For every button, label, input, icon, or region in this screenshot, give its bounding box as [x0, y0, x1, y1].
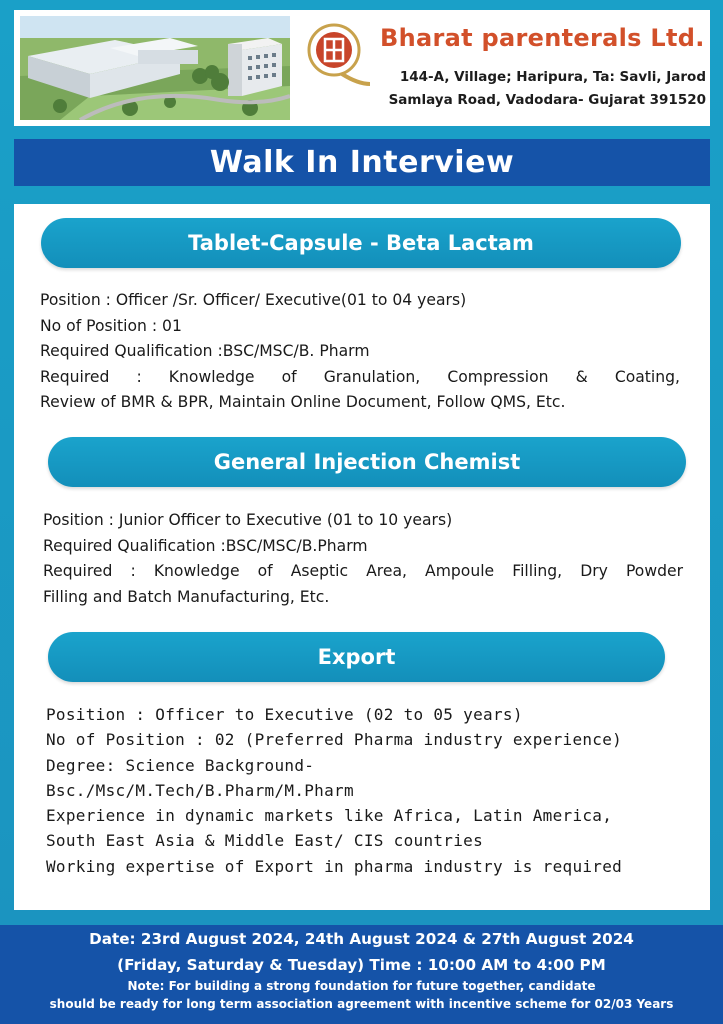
page-title: Walk In Interview [209, 145, 515, 180]
section-body-tablet-capsule [40, 288, 680, 416]
company-address [386, 66, 706, 112]
section-line: Required : Knowledge of Aseptic Area, Ampoule Filling, Dry Powder [43, 562, 683, 580]
footer-banner [0, 925, 723, 1024]
company-name: Bharat parenterals Ltd. [380, 24, 705, 52]
section-line: Required Qualification :BSC/MSC/B.Pharm [43, 536, 368, 555]
section-line: Filling and Batch Manufacturing, Etc. [43, 587, 330, 606]
title-banner [14, 139, 710, 186]
section-line: Working expertise of Export in pharma industry is required [46, 856, 623, 876]
section-heading-tablet-capsule: Tablet-Capsule - Beta Lactam [41, 218, 681, 268]
footer-note-line-2: should be ready for long term association agreement with incentive scheme for 02/03 Years [49, 997, 674, 1011]
section-line: Review of BMR & BPR, Maintain Online Document, Follow QMS, Etc. [40, 393, 566, 411]
section-body-injection-chemist [43, 508, 683, 610]
address-line-2: Samlaya Road, Vadodara- Gujarat 391520 [388, 92, 706, 108]
factory-image [20, 16, 290, 120]
section-line: Position : Officer to Executive (02 to 05 years) [46, 705, 523, 724]
address-line-1: 144-A, Village; Haripura, Ta: Savli, Jarod [399, 69, 706, 85]
interview-days-time: (Friday, Saturday & Tuesday) Time : 10:00 AM to 4:00 PM [117, 956, 606, 974]
section-line: No of Position : 01 [40, 316, 182, 335]
section-line: Position : Junior Officer to Executive (01 to 10 years) [43, 511, 453, 529]
interview-dates: Date: 23rd August 2024, 24th August 2024 & 27th August 2024 [89, 930, 634, 948]
header-card [14, 10, 710, 126]
section-heading-export: Export [48, 632, 665, 682]
section-line: No of Position : 02 (Preferred Pharma industry experience) [46, 730, 623, 750]
section-line: Experience in dynamic markets like Africa, Latin America, [46, 806, 613, 826]
section-heading-injection-chemist: General Injection Chemist [48, 437, 686, 487]
factory-photo [20, 16, 290, 120]
section-line: Position : Officer /Sr. Officer/ Executive(01 to 04 years) [40, 291, 467, 309]
section-line: Bsc./Msc/M.Tech/B.Pharm/M.Pharm [46, 780, 354, 800]
section-body-export [46, 702, 686, 879]
footer-note-line-1: Note: For building a strong foundation for future together, candidate [127, 979, 596, 993]
section-line: Degree: Science Background- [46, 755, 315, 775]
section-line: Required Qualification :BSC/MSC/B. Pharm [40, 342, 370, 360]
section-line: Required : Knowledge of Granulation, Compression & Coating, [40, 367, 680, 386]
section-line: South East Asia & Middle East/ CIS countries [46, 831, 484, 851]
company-logo [306, 22, 370, 86]
